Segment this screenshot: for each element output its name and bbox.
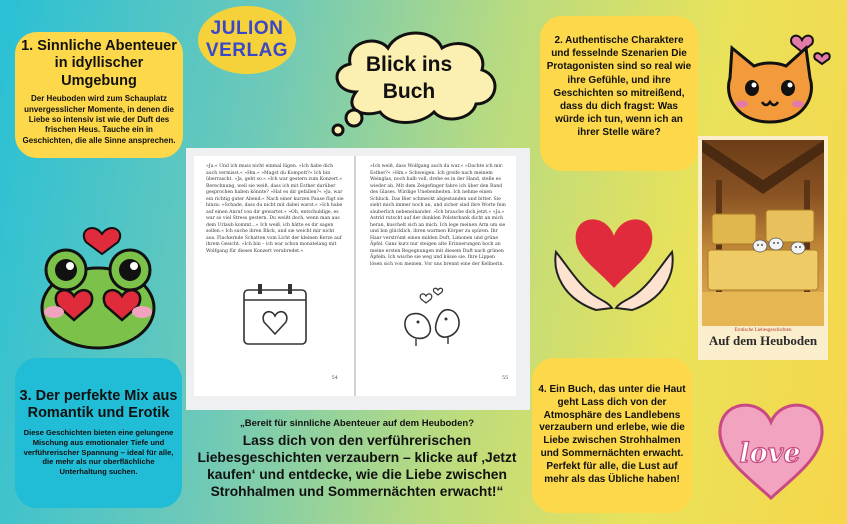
hayloft-kittens-illustration [702, 140, 824, 326]
logo-line-1: JULION [210, 18, 284, 40]
cat-hearts-icon [718, 26, 836, 130]
love-word: love [739, 438, 801, 469]
cover-title: Auf dem Heuboden [708, 333, 818, 348]
cloud-line-1: Blick ins [365, 53, 453, 76]
cta-question: „Bereit für sinnliche Abenteuer auf dem Heuboden? [239, 418, 474, 429]
feature-3-body: Diese Geschichten bieten eine gelungene Mischung aus emotionaler Tiefe und verführerischer Spannung – ideal für alle, die mehr als nur oberflächliche Unterhaltung suchen. [23, 427, 174, 477]
logo-line-2: VERLAG [205, 40, 289, 61]
publisher-logo [198, 6, 296, 74]
call-to-action [197, 418, 517, 500]
feature-box-1 [15, 32, 183, 158]
book-cover [698, 136, 828, 360]
calendar-heart-icon [240, 282, 310, 348]
cta-main-text: Lass dich von den verführerischen Liebesgeschichten verzaubern – klicke auf ‚Jetzt kaufen‘ und entdecke, wie die Liebe zwischen Strohhalmen und Sommernächten erwacht!“ [197, 433, 517, 500]
love-heart-icon [712, 394, 830, 504]
feature-1-title: 1. Sinnliche Abenteuer in idyllischer Umgebung [21, 38, 177, 89]
heart-in-hands-icon [552, 208, 676, 312]
page-right-text: »Ich weiß, dass Wolfgang auch da war.« »Dachte ich mir. Esther?« »Hm.« Schweigen. Ich greife nach meinem Weinglas, noch halb voll, drehe es in der Hand, stelle es wieder ab. Mit dem Zeigefinger fahre ich über den Rand des Glases. Wirdige Unebenheiten. Ich nehme einen Schluck. Das Bier schmeckt abgestanden und bitter. Sie sieht mich immer noch an, und sicher sind ihre Worte fein säuberlich nebeneinander. »Ich brauche dich jetzt.« »Ja.« Astrid rutscht auf der dunklen Polsterbank dicht an mich heran, kuschelt sich an mich. Ich lege meinen Arm um sie und bin glücklich, ihren warmen Körper zu spüren. Ihr Haar verströmt einen milden Duft, Limonen und grüne Äpfel. Ganz kurz nur steigen alte Erinnerungen hoch an meine ersten Begegnungen mit diesem Duft nach grünen Äpfeln. Ich wische sie weg und küsse sie. Ihre Lippen lösen sich von meinen. Vor uns brennt eine der Kellnerin. [370, 164, 506, 267]
feature-box-2 [540, 16, 698, 171]
feature-2-body: 2. Authentische Charaktere und fesselnde Szenarien Die Protagonisten sind so real wie ihre Gefühle, und ihre Geschichten so mitreißend, dass du dich fragst: Was würde ich tun, wenn ich an ihrer Stelle wäre? [546, 35, 692, 139]
cover-subtitle: Erotische Liebesgeschichten [734, 328, 792, 333]
page-number-right: 55 [502, 374, 509, 381]
feature-box-3 [15, 358, 182, 508]
cover-illustration [702, 140, 824, 326]
book-preview [186, 148, 530, 410]
feature-3-title: 3. Der perfekte Mix aus Romantik und Erotik [19, 388, 178, 422]
book-page-left [194, 156, 354, 396]
page-number-left: 54 [331, 374, 338, 381]
feature-1-body: Der Heuboden wird zum Schauplatz unvergesslicher Momente, in denen die Liebe so intensiv ist wie der Duft des frischen Heus. Tauche ein in Geschichten, die alle Sinne ansprechen. [22, 94, 176, 145]
page-left-text: »Ja.« Und ich muss nicht einmal lügen. »Ich habe dich auch vermisst.« »Hm.« »Magst du Kompott?« Ich bin überrascht. »Ja, geht so.« »Ich war gestern zum Konzert.« Berechnung, weil sie weiß, dass ich mit Esther darüber gesprochen haben könnte? »Hat es dir gefallen?« »Ja, war ein richtig guter Abend.« Nach einer kurzen Pause fügt sie hinzu: »Schade, dass du nicht mit dabei warst.« »Ich habe auf einen Anruf von dir gewartet.« »Oh, entschuldige, es war so viel Stress gestern. Du weißt doch, wenn man aus dem Urlaub kommt…« Ich weiß, ich hätte es dir sagen sollen.« Ich suche ihren Blick, und sie weicht mir nicht aus. Flackernde Schatten vom Licht der kleinen Kerze auf ihrem Gesicht. »Ich bin – ich war schon monatelang mit Wolfgang für dieses Konzert verabredet.« [206, 164, 344, 254]
cloud-title [330, 52, 488, 106]
book-page-right [356, 156, 516, 396]
feature-box-4 [532, 358, 692, 513]
frog-heart-icon [28, 212, 168, 352]
love-birds-icon [394, 282, 474, 352]
cloud-line-2: Buch [382, 79, 436, 103]
feature-4-body: 4. Ein Buch, das unter die Haut geht Lass dich von der Atmosphäre des Landlebens verzaubern und erlebe, wie die Liebe zwischen Strohhalmen und Sommernächten erwacht. Perfekt für alle, die Lust auf mehr als das Übliche haben! [538, 384, 686, 485]
